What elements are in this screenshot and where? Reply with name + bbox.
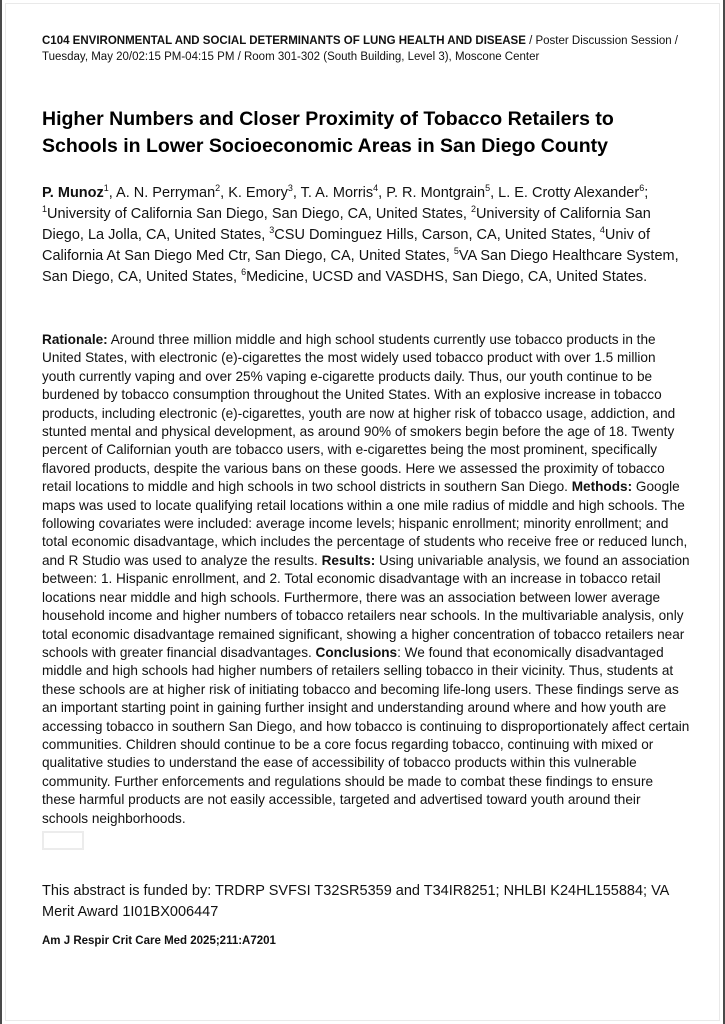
session-header: C104 ENVIRONMENTAL AND SOCIAL DETERMINANTS OF LUNG HEALTH AND DISEASE / Poster Discussion Session / Tuesday, May 20/02:15 PM-04:15 PM / Room 301-302 (South Building, Level 3), Moscone Center (42, 35, 679, 63)
page-content (42, 0, 690, 949)
journal-citation: Am J Respir Crit Care Med 2025;211:A7201 (42, 934, 276, 947)
abstract-title: Higher Numbers and Closer Proximity of Tobacco Retailers to Schools in Lower Socioeconomic Areas in San Diego County (42, 108, 614, 157)
authors-and-affiliations: P. Munoz$^1$, A. N. Perryman$^2$, K. Emory$^3$, T. A. Morris$^4$, P. R. Montgrain$^5$, L. E. Crotty Alexander$^6$; $^1$University of California San Diego, San Diego, CA, United States, $^2$University of California San Diego, La Jolla, CA, United States, $^3$CSU Dominguez Hills, Carson, CA, United States, $^4$Univ of California At San Diego Med Ctr, San Diego, CA, United States, $^5$VA San Diego Healthcare System, San Diego, CA, United States, $^6$Medicine, UCSD and VASDHS, San Diego, CA, United States. (42, 183, 679, 285)
funding-statement: This abstract is funded by: TRDRP SVFSI T32SR5359 and T34IR8251; NHLBI K24HL155884; VA Merit Award 1I01BX006447 (42, 882, 669, 920)
abstract-body: Rationale: Around three million middle and high school students currently use tobacco products in the United States, with electronic (e)-cigarettes the most widely used tobacco product with over 1.5 million youth currently vaping and over 25% vaping e-cigarette products daily. Thus, our youth continue to be burdened by tobacco consumption throughout the United States. With an explosive increase in tobacco products, including electronic (e)-cigarettes, youth are now at higher risk of tobacco usage, addiction, and stunted mental and physical development, as around 90% of smokers begin before the age of 18. Twenty percent of Californian youth are tobacco users, with e-cigarettes being the most prominent, specifically flavored products, despite the various bans on these goods. Here we assessed the proximity of tobacco retail locations to middle and high schools in two school districts in southern San Diego. Methods: Google maps was used to locate qualifying retail locations within a one mile radius of middle and high schools. The following covariates were included: average income levels; hispanic enrollment; minority enrollment; and total economic disadvantage, which includes the percentage of students who receive free or reduced lunch, and R Studio was used to analyze the results. Results: Using univariable analysis, we found an association between: 1. Hispanic enrollment, and 2. Total economic disadvantage with an increase in tobacco retail locations near middle and high schools. Furthermore, there was an association between lower average household income and higher numbers of tobacco retailers near schools. In the multivariable analysis, only total economic disadvantage remained significant, showing a higher concentration of tobacco retailers near schools with greater financial disadvantages. Conclusions: We found that economically disadvantaged middle and high schools had higher numbers of retailers selling tobacco in their vicinity. Thus, students at these schools are at higher risk of initiating tobacco and becoming life-long users. These findings serve as an important starting point in gaining further insight and understanding around where and how youth are accessing tobacco in southern San Diego, and how tobacco is continuing to disproportionately affect certain communities. Children should continue to be a core focus regarding tobacco, continuing with mixed or qualitative studies to understand the ease of accessibility of tobacco products within this vulnerable community. Further enforcements and regulations should be made to combat these findings to ensure these harmful products are not easily accessible, targeted and advertised toward youth around their schools neighborhoods. (42, 332, 690, 826)
document-page (2, 0, 723, 1024)
empty-image-placeholder (42, 831, 84, 850)
